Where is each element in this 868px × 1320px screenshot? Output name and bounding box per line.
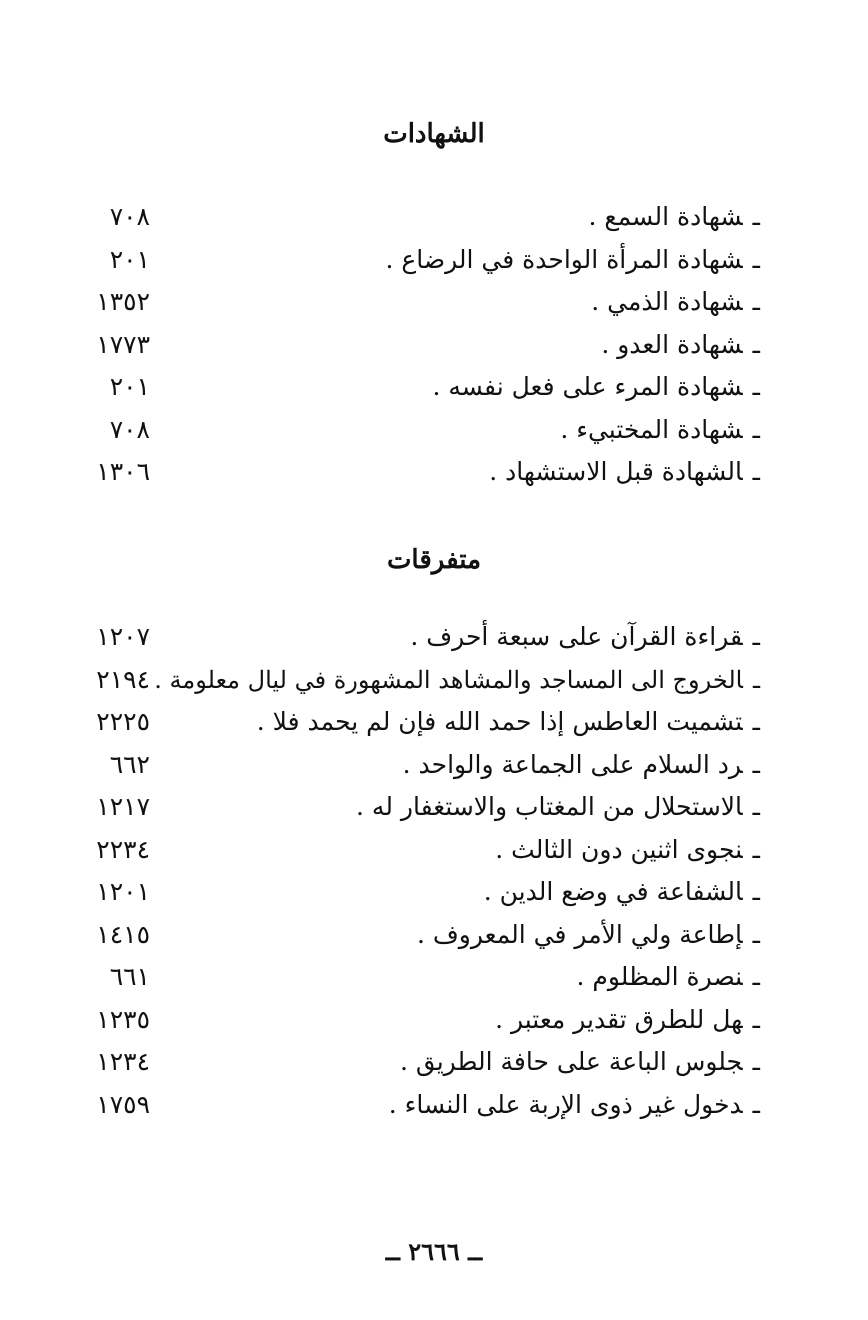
entry-page-number: ١٣٠٦ [96, 457, 150, 487]
entry-text: نصرة المظلوم . [576, 962, 743, 992]
entry-page-number: ٧٠٨ [109, 414, 150, 444]
entry-text: نجوى اثنين دون الثالث . [495, 834, 743, 864]
entry-text: الاستحلال من المغتاب والاستغفار له . [356, 792, 743, 822]
entry-dash: ـ [752, 372, 760, 402]
entry-dash: ـ [752, 962, 760, 992]
entry-dash: ـ [752, 834, 760, 864]
entry-text: الشهادة قبل الاستشهاد . [489, 457, 743, 487]
entry-text: جلوس الباعة على حافة الطريق . [399, 1047, 743, 1077]
entry-dash: ـ [752, 877, 760, 907]
index-entry [70, 914, 760, 957]
entry-page-number: ٢١٩٤ [96, 664, 150, 694]
section-title-testimonies: الشهادات [383, 119, 485, 149]
entry-page-number: ١٢٣٤ [96, 1047, 150, 1077]
index-entry [70, 659, 760, 702]
section-title-miscellaneous: متفرقات [386, 545, 482, 575]
entry-text: الشفاعة في وضع الدين . [483, 877, 743, 907]
entry-page-number: ١٢١٧ [96, 792, 150, 822]
index-entry [70, 956, 760, 999]
entry-page-number: ٦٦١ [109, 962, 150, 992]
index-entry [70, 616, 760, 659]
index-entry [70, 829, 760, 872]
entry-dash: ـ [752, 622, 760, 652]
index-entry [70, 701, 760, 744]
entry-text: هل للطرق تقدير معتبر . [495, 1004, 743, 1034]
entry-dash: ـ [752, 202, 760, 232]
entry-page-number: ١٧٥٩ [96, 1089, 150, 1119]
entry-dash: ـ [752, 665, 760, 694]
entry-dash: ـ [752, 287, 760, 317]
entry-page-number: ١٤١٥ [96, 919, 150, 949]
index-entry [70, 451, 760, 494]
entry-text: الخروج الى المساجد والمشاهد المشهورة في ليال معلومة . [154, 665, 743, 694]
entry-page-number: ٢٠١ [109, 372, 150, 402]
page-number: ــ ٢٦٦٦ ــ [385, 1237, 483, 1266]
entries-list-testimonies [70, 196, 760, 494]
entry-page-number: ٢٢٢٥ [96, 707, 150, 737]
entry-dash: ـ [752, 329, 760, 359]
index-entry [70, 239, 760, 282]
index-entry [70, 409, 760, 452]
entry-page-number: ١٢٣٥ [96, 1004, 150, 1034]
entry-text: قراءة القرآن على سبعة أحرف . [410, 622, 743, 652]
entry-dash: ـ [752, 457, 760, 487]
entry-page-number: ١٢٠٧ [96, 622, 150, 652]
index-entry [70, 744, 760, 787]
entry-dash: ـ [752, 749, 760, 779]
entry-page-number: ٦٦٢ [109, 749, 150, 779]
entry-text: شهادة العدو . [601, 329, 743, 359]
entry-dash: ـ [752, 792, 760, 822]
entry-dash: ـ [752, 414, 760, 444]
entry-text: شهادة المختبيء . [560, 414, 743, 444]
entry-text: دخول غير ذوى الإربة على النساء . [388, 1089, 743, 1119]
entry-text: شهادة المرء على فعل نفسه . [432, 372, 743, 402]
entry-page-number: ١٣٥٢ [96, 287, 150, 317]
entry-text: رد السلام على الجماعة والواحد . [402, 749, 743, 779]
entry-text: تشميت العاطس إذا حمد الله فإن لم يحمد فلا . [256, 707, 743, 737]
entry-page-number: ٢٢٣٤ [96, 834, 150, 864]
index-entry [70, 366, 760, 409]
entry-dash: ـ [752, 1047, 760, 1077]
index-entry [70, 1084, 760, 1127]
entries-list-miscellaneous [70, 616, 760, 1126]
entry-page-number: ٧٠٨ [109, 202, 150, 232]
entry-page-number: ١٢٠١ [96, 877, 150, 907]
entry-text: شهادة السمع . [588, 202, 743, 232]
index-entry [70, 999, 760, 1042]
entry-dash: ـ [752, 244, 760, 274]
entry-text: إطاعة ولي الأمر في المعروف . [416, 919, 743, 949]
entry-text: شهادة الذمي . [591, 287, 743, 317]
index-entry [70, 786, 760, 829]
index-entry [70, 324, 760, 367]
entry-dash: ـ [752, 707, 760, 737]
entry-dash: ـ [752, 919, 760, 949]
index-entry [70, 281, 760, 324]
entry-page-number: ١٧٧٣ [96, 329, 150, 359]
entry-text: شهادة المرأة الواحدة في الرضاع . [385, 244, 743, 274]
index-entry [70, 196, 760, 239]
entry-dash: ـ [752, 1004, 760, 1034]
index-entry [70, 1041, 760, 1084]
entry-page-number: ٢٠١ [109, 244, 150, 274]
index-entry [70, 871, 760, 914]
entry-dash: ـ [752, 1089, 760, 1119]
